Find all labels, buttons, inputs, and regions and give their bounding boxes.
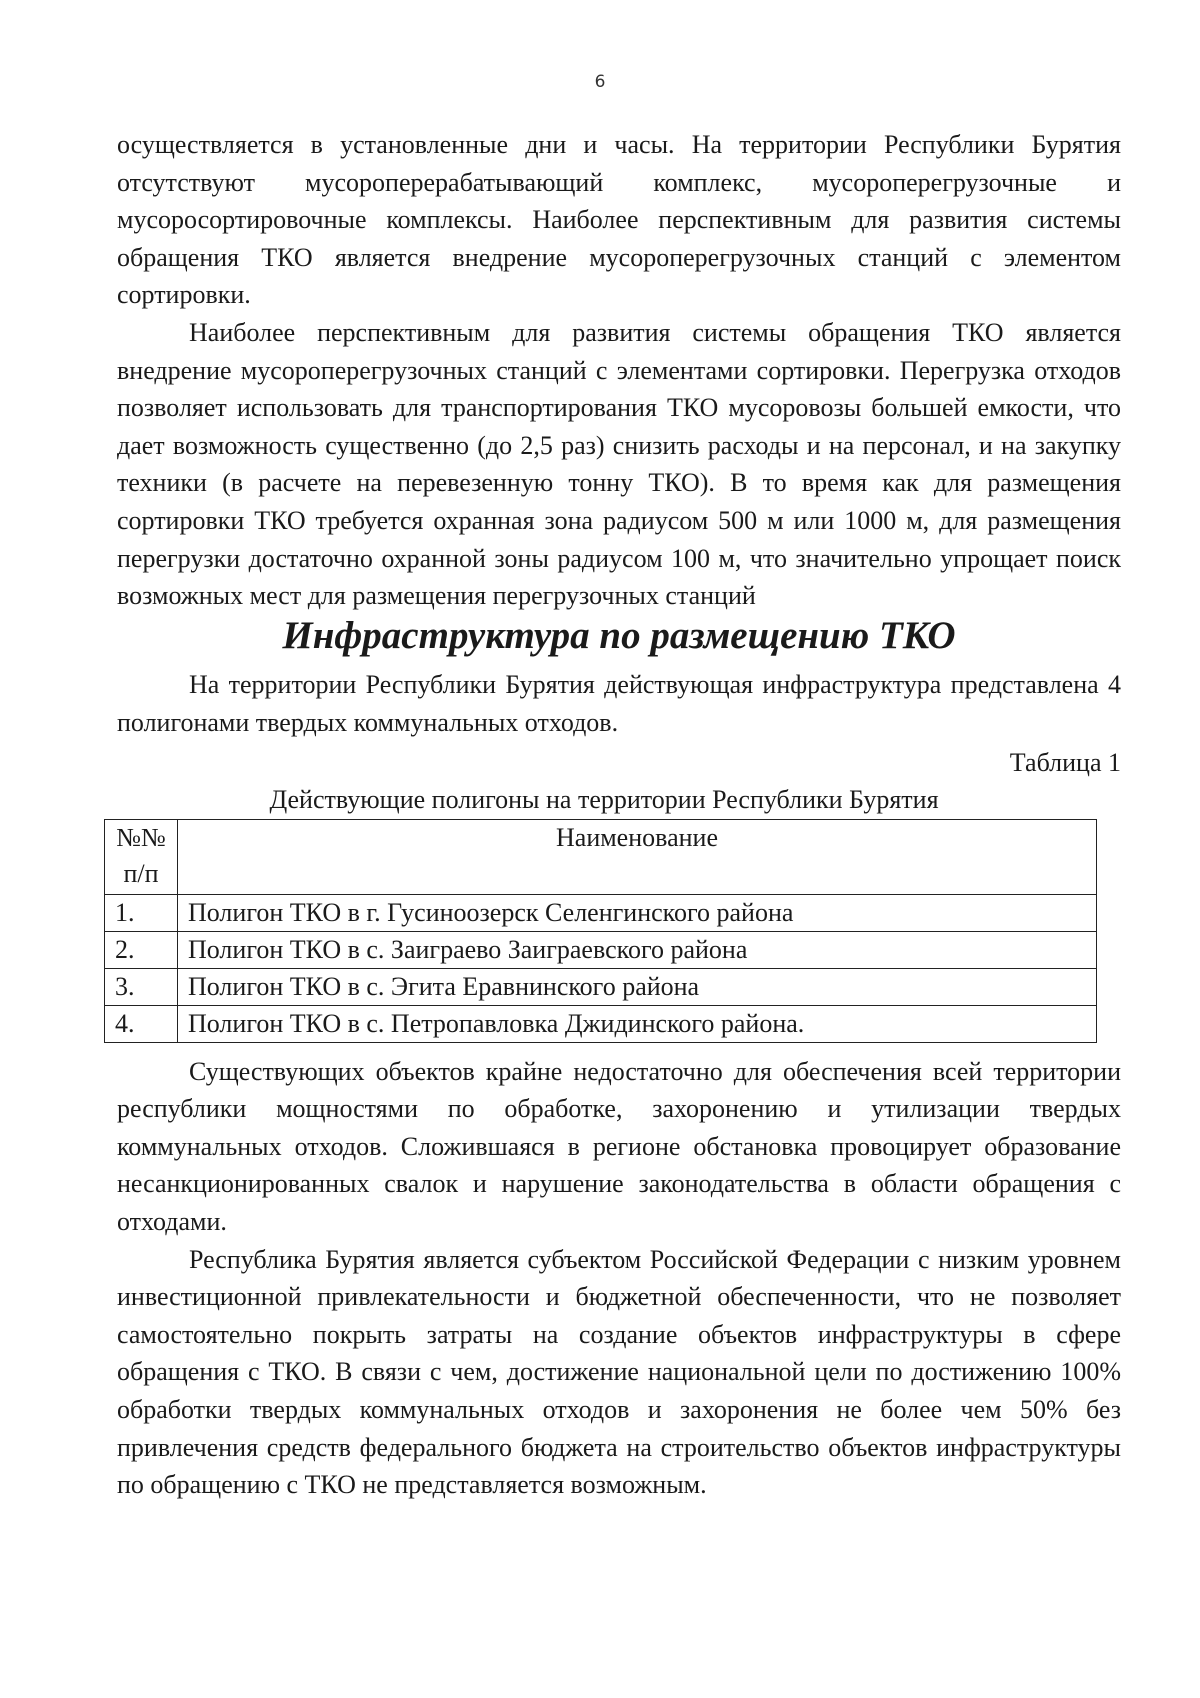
paragraph-infrastructure-intro: На территории Республики Бурятия действующая инфраструктура представлена 4 полигонами твердых коммунальных отходов.: [117, 670, 1121, 737]
table-header-number-line1: №№: [116, 822, 166, 852]
table-row: [105, 894, 1097, 931]
table-header-row: [105, 819, 1097, 894]
table-header-number: [105, 819, 178, 894]
table-label: Таблица 1: [1009, 747, 1121, 777]
table-cell-name: Полигон ТКО в г. Гусиноозерск Селенгинского района: [178, 894, 1097, 931]
polygons-table: [104, 819, 1097, 1043]
table-cell-number: 4.: [105, 1005, 178, 1042]
table-row: [105, 931, 1097, 968]
paragraph-insufficient-facilities: Существующих объектов крайне недостаточно для обеспечения всей территории республики мощностями по обработке, захоронению и утилизации твердых коммунальных отходов. Сложившаяся в регионе обстановка провоцирует образование несанкционированных свалок и нарушение законодательства в области обращения с отходами.: [117, 1056, 1121, 1237]
table-row: [105, 1005, 1097, 1042]
table-header-number-line2: п/п: [123, 858, 159, 888]
table-cell-number: 2.: [105, 931, 178, 968]
paragraph-continuation: осуществляется в установленные дни и часы. На территории Республики Бурятия отсутствуют мусороперерабатывающий комплекс, мусороперегрузочные и мусоросортировочные комплексы. Наиболее перспективным для развития системы обращения ТКО является внедрение мусороперегрузочных станций с элементом сортировки.: [117, 130, 1121, 310]
table-row: [105, 968, 1097, 1005]
table-cell-name: Полигон ТКО в с. Эгита Еравнинского района: [178, 968, 1097, 1005]
table-title: Действующие полигоны на территории Республики Бурятия: [269, 785, 939, 815]
table-cell-name: Полигон ТКО в с. Заиграево Заиграевского района: [178, 931, 1097, 968]
paragraph-federal-funding: Республика Бурятия является субъектом Российской Федерации с низким уровнем инвестиционной привлекательности и бюджетной обеспеченности, что не позволяет самостоятельно покрыть затраты на создание объектов инфраструктуры в сфере обращения с ТКО. В связи с чем, достижение национальной цели по достижению 100% обработки твердых коммунальных отходов и захоронения не более чем 50% без привлечения средств федерального бюджета на строительство объектов инфраструктуры по обращению с ТКО не представляется возможным.: [117, 1244, 1121, 1500]
table-cell-number: 1.: [105, 894, 178, 931]
table-cell-name: Полигон ТКО в с. Петропавловка Джидинского района.: [178, 1005, 1097, 1042]
page-number: 6: [594, 72, 606, 92]
table-cell-number: 3.: [105, 968, 178, 1005]
document-body: [117, 126, 1121, 1504]
table-header-name: Наименование: [178, 819, 1097, 894]
section-heading: Инфраструктура по размещению ТКО: [282, 613, 956, 657]
paragraph-transfer-stations: Наиболее перспективным для развития системы обращения ТКО является внедрение мусороперегрузочных станций с элементами сортировки. Перегрузка отходов позволяет использовать для транспортирования ТКО мусоровозы большей емкости, что дает возможность существенно (до 2,5 раз) снизить расходы и на персонал, и на закупку техники (в расчете на перевезенную тонну ТКО). В то время как для размещения сортировки ТКО требуется охранная зона радиусом 500 м или 1000 м, для размещения перегрузки достаточно охранной зоны радиусом 100 м, что значительно упрощает поиск возможных мест для размещения перегрузочных станций: [117, 317, 1121, 611]
